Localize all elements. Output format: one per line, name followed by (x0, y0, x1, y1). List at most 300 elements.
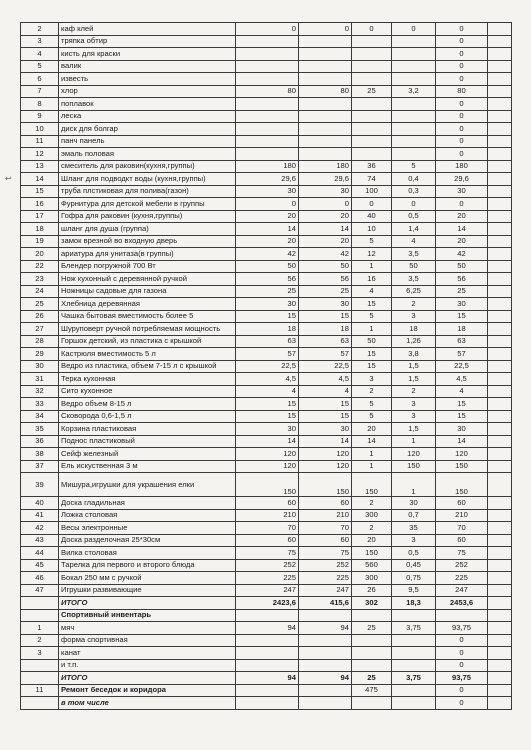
value-b: 57 (299, 348, 352, 361)
table-row (21, 298, 512, 311)
item-name: шланг для душа (группа) (59, 223, 236, 236)
value-b (299, 60, 352, 73)
total: 150 (436, 473, 488, 497)
row-number: 3 (21, 35, 59, 48)
value-a (236, 110, 299, 123)
quantity: 2 (352, 497, 392, 510)
total: 0 (436, 148, 488, 161)
total: 57 (436, 348, 488, 361)
total: 20 (436, 235, 488, 248)
row-number (21, 659, 59, 672)
quantity: 300 (352, 509, 392, 522)
table-row (21, 609, 512, 622)
table-row (21, 584, 512, 597)
quantity: 36 (352, 160, 392, 173)
table-row (21, 260, 512, 273)
item-name: валик (59, 60, 236, 73)
extra-cell (488, 160, 512, 173)
value-a: 2423,6 (236, 597, 299, 610)
row-number: 27 (21, 323, 59, 336)
extra-cell (488, 173, 512, 186)
extra-cell (488, 298, 512, 311)
value-a (236, 98, 299, 111)
value-a: 57 (236, 348, 299, 361)
value-a: 15 (236, 310, 299, 323)
table-row (21, 547, 512, 560)
item-name: труба плстиковая для полива(газон) (59, 185, 236, 198)
extra-cell (488, 248, 512, 261)
value-a: 60 (236, 534, 299, 547)
value-a (236, 634, 299, 647)
quantity: 3 (352, 373, 392, 386)
table-row (21, 410, 512, 423)
value-b (299, 110, 352, 123)
table-row (21, 460, 512, 473)
value-b: 70 (299, 522, 352, 535)
quantity (352, 148, 392, 161)
unit-price (392, 98, 436, 111)
extra-cell (488, 609, 512, 622)
row-number: 23 (21, 273, 59, 286)
row-number (21, 597, 59, 610)
table-row (21, 435, 512, 448)
row-number: 35 (21, 423, 59, 436)
value-b: 25 (299, 285, 352, 298)
item-name: Кастрюля вместимость 5 л (59, 348, 236, 361)
row-number: 39 (21, 473, 59, 497)
table-row (21, 48, 512, 61)
total: 150 (436, 460, 488, 473)
extra-cell (488, 198, 512, 211)
extra-cell (488, 310, 512, 323)
extra-cell (488, 348, 512, 361)
item-name: Сито кухонное (59, 385, 236, 398)
item-name: Сковорода 0,6-1,5 л (59, 410, 236, 423)
unit-price: 9,5 (392, 584, 436, 597)
value-a: 25 (236, 285, 299, 298)
extra-cell (488, 410, 512, 423)
unit-price: 2 (392, 298, 436, 311)
row-number: 37 (21, 460, 59, 473)
item-name: Терка кухонная (59, 373, 236, 386)
extra-cell (488, 522, 512, 535)
unit-price: 18,3 (392, 597, 436, 610)
total: 15 (436, 410, 488, 423)
row-number: 14 (21, 173, 59, 186)
quantity: 5 (352, 410, 392, 423)
table-row (21, 98, 512, 111)
value-a: 4,5 (236, 373, 299, 386)
quantity (352, 659, 392, 672)
total: 0 (436, 198, 488, 211)
value-b (299, 73, 352, 86)
quantity: 300 (352, 572, 392, 585)
value-b: 63 (299, 335, 352, 348)
value-a: 94 (236, 672, 299, 685)
table-row (21, 373, 512, 386)
value-a: 0 (236, 23, 299, 36)
value-b: 75 (299, 547, 352, 560)
extra-cell (488, 534, 512, 547)
total: 120 (436, 448, 488, 461)
total: 0 (436, 634, 488, 647)
row-number: 41 (21, 509, 59, 522)
item-name: Ведро объем 8-15 л (59, 398, 236, 411)
table-row (21, 273, 512, 286)
item-name: Ель искуственная 3 м (59, 460, 236, 473)
extra-cell (488, 73, 512, 86)
extra-cell (488, 48, 512, 61)
value-b: 20 (299, 210, 352, 223)
value-b: 4 (299, 385, 352, 398)
quantity: 5 (352, 398, 392, 411)
unit-price (392, 35, 436, 48)
item-name: ИТОГО (59, 672, 236, 685)
quantity: 20 (352, 423, 392, 436)
value-b: 4,5 (299, 373, 352, 386)
table-row (21, 497, 512, 510)
item-name: каф клей (59, 23, 236, 36)
unit-price: 1,5 (392, 373, 436, 386)
value-a: 80 (236, 85, 299, 98)
extra-cell (488, 335, 512, 348)
unit-price: 3 (392, 410, 436, 423)
total: 15 (436, 310, 488, 323)
table-row (21, 385, 512, 398)
value-a: 18 (236, 323, 299, 336)
row-number: 3 (21, 647, 59, 660)
unit-price: 1,5 (392, 360, 436, 373)
value-b (299, 697, 352, 710)
row-number (21, 672, 59, 685)
row-number: 25 (21, 298, 59, 311)
total: 0 (436, 110, 488, 123)
table-row (21, 647, 512, 660)
item-name: Корзина пластиковая (59, 423, 236, 436)
table-row (21, 423, 512, 436)
row-number: 43 (21, 534, 59, 547)
value-b (299, 647, 352, 660)
quantity: 15 (352, 360, 392, 373)
item-name: тряпка обтир (59, 35, 236, 48)
value-b (299, 35, 352, 48)
value-b: 94 (299, 672, 352, 685)
unit-price: 3 (392, 534, 436, 547)
unit-price (392, 135, 436, 148)
item-name: Блендер погружной 700 Вт (59, 260, 236, 273)
value-a: 210 (236, 509, 299, 522)
unit-price: 3 (392, 310, 436, 323)
item-name: леска (59, 110, 236, 123)
row-number: 19 (21, 235, 59, 248)
value-b: 180 (299, 160, 352, 173)
unit-price: 3,75 (392, 622, 436, 635)
value-a (236, 35, 299, 48)
unit-price: 0,4 (392, 173, 436, 186)
value-b: 29,6 (299, 173, 352, 186)
quantity: 302 (352, 597, 392, 610)
item-name: Гофра для раковин (кухня,группы) (59, 210, 236, 223)
value-a: 75 (236, 547, 299, 560)
unit-price: 3,5 (392, 248, 436, 261)
item-name: Игрушки развивающие (59, 584, 236, 597)
value-b: 18 (299, 323, 352, 336)
unit-price: 5 (392, 160, 436, 173)
table-row (21, 634, 512, 647)
unit-price (392, 148, 436, 161)
row-number (21, 609, 59, 622)
total: 20 (436, 210, 488, 223)
row-number: 11 (21, 684, 59, 697)
value-a: 252 (236, 559, 299, 572)
margin-mark: ↩ (5, 174, 12, 183)
total: 252 (436, 559, 488, 572)
row-number: 44 (21, 547, 59, 560)
total: 210 (436, 509, 488, 522)
quantity: 1 (352, 323, 392, 336)
item-name: Бокал 250 мм с ручкой (59, 572, 236, 585)
extra-cell (488, 360, 512, 373)
item-name: Поднос пластиковый (59, 435, 236, 448)
item-name: кисть для краски (59, 48, 236, 61)
row-number: 6 (21, 73, 59, 86)
table-row (21, 697, 512, 710)
quantity: 1 (352, 460, 392, 473)
value-a (236, 647, 299, 660)
total: 0 (436, 73, 488, 86)
row-number: 5 (21, 60, 59, 73)
unit-price: 30 (392, 497, 436, 510)
extra-cell (488, 697, 512, 710)
value-a: 50 (236, 260, 299, 273)
table-row (21, 597, 512, 610)
unit-price (392, 647, 436, 660)
quantity (352, 35, 392, 48)
total: 0 (436, 135, 488, 148)
item-name: Доска разделочная 25*30см (59, 534, 236, 547)
row-number: 24 (21, 285, 59, 298)
quantity: 74 (352, 173, 392, 186)
total: 60 (436, 534, 488, 547)
total: 22,5 (436, 360, 488, 373)
total: 225 (436, 572, 488, 585)
item-name: Спортивный инвентарь (59, 609, 236, 622)
quantity (352, 110, 392, 123)
value-a (236, 609, 299, 622)
row-number: 42 (21, 522, 59, 535)
unit-price: 0 (392, 198, 436, 211)
value-b: 14 (299, 223, 352, 236)
value-a: 20 (236, 210, 299, 223)
total: 42 (436, 248, 488, 261)
row-number: 47 (21, 584, 59, 597)
quantity: 2 (352, 385, 392, 398)
total: 247 (436, 584, 488, 597)
table-row (21, 148, 512, 161)
row-number: 29 (21, 348, 59, 361)
unit-price (392, 684, 436, 697)
value-b: 252 (299, 559, 352, 572)
extra-cell (488, 323, 512, 336)
quantity: 150 (352, 547, 392, 560)
extra-cell (488, 435, 512, 448)
item-name: эмаль половая (59, 148, 236, 161)
total: 14 (436, 435, 488, 448)
unit-price: 0 (392, 23, 436, 36)
total: 30 (436, 298, 488, 311)
value-a (236, 135, 299, 148)
item-name: хлор (59, 85, 236, 98)
row-number: 34 (21, 410, 59, 423)
extra-cell (488, 385, 512, 398)
unit-price: 0,7 (392, 509, 436, 522)
value-b: 15 (299, 410, 352, 423)
table-row (21, 534, 512, 547)
unit-price: 3 (392, 398, 436, 411)
unit-price (392, 48, 436, 61)
table-row (21, 210, 512, 223)
total: 4 (436, 385, 488, 398)
total: 180 (436, 160, 488, 173)
total: 4,5 (436, 373, 488, 386)
value-b (299, 135, 352, 148)
item-name: Шланг для подводкт воды (кухня,группы) (59, 173, 236, 186)
quantity: 475 (352, 684, 392, 697)
value-b (299, 98, 352, 111)
extra-cell (488, 273, 512, 286)
item-name: известь (59, 73, 236, 86)
unit-price (392, 60, 436, 73)
extra-cell (488, 110, 512, 123)
table-row (21, 235, 512, 248)
unit-price: 0,5 (392, 547, 436, 560)
table-row (21, 473, 512, 497)
row-number: 1 (21, 622, 59, 635)
item-name: диск для болгар (59, 123, 236, 136)
value-b: 210 (299, 509, 352, 522)
quantity: 25 (352, 672, 392, 685)
total: 18 (436, 323, 488, 336)
unit-price: 4 (392, 235, 436, 248)
table-row (21, 60, 512, 73)
extra-cell (488, 60, 512, 73)
table-row (21, 223, 512, 236)
value-b: 0 (299, 23, 352, 36)
quantity (352, 634, 392, 647)
row-number: 10 (21, 123, 59, 136)
value-a (236, 148, 299, 161)
unit-price (392, 697, 436, 710)
table-row (21, 659, 512, 672)
extra-cell (488, 35, 512, 48)
value-a: 63 (236, 335, 299, 348)
item-name: мяч (59, 622, 236, 635)
table-row (21, 335, 512, 348)
unit-price: 50 (392, 260, 436, 273)
extra-cell (488, 223, 512, 236)
quantity: 10 (352, 223, 392, 236)
row-number: 38 (21, 448, 59, 461)
value-a: 30 (236, 423, 299, 436)
quantity: 15 (352, 298, 392, 311)
row-number: 2 (21, 23, 59, 36)
row-number: 36 (21, 435, 59, 448)
value-a: 30 (236, 185, 299, 198)
value-a: 180 (236, 160, 299, 173)
quantity (352, 123, 392, 136)
quantity: 2 (352, 522, 392, 535)
extra-cell (488, 572, 512, 585)
quantity: 5 (352, 235, 392, 248)
value-b: 30 (299, 298, 352, 311)
item-name: Чашка бытовая вместимость более 5 (59, 310, 236, 323)
value-a: 120 (236, 460, 299, 473)
total: 0 (436, 48, 488, 61)
quantity: 15 (352, 348, 392, 361)
item-name: Ремонт беседок и коридора (59, 684, 236, 697)
value-b (299, 634, 352, 647)
unit-price (392, 123, 436, 136)
value-b: 30 (299, 185, 352, 198)
item-name: Шуруповерт ручной потребляемая мощность (59, 323, 236, 336)
value-b: 120 (299, 448, 352, 461)
unit-price: 3,8 (392, 348, 436, 361)
item-name: Хлебница деревянная (59, 298, 236, 311)
unit-price: 0,75 (392, 572, 436, 585)
extra-cell (488, 647, 512, 660)
unit-price: 150 (392, 460, 436, 473)
quantity (352, 697, 392, 710)
table-row (21, 622, 512, 635)
row-number: 8 (21, 98, 59, 111)
extra-cell (488, 185, 512, 198)
total: 80 (436, 85, 488, 98)
item-name: Ведро из пластика, объем 7-15 л с крышкой (59, 360, 236, 373)
quantity (352, 73, 392, 86)
total: 2453,6 (436, 597, 488, 610)
total: 0 (436, 684, 488, 697)
value-a: 4 (236, 385, 299, 398)
unit-price: 1,26 (392, 335, 436, 348)
extra-cell (488, 622, 512, 635)
quantity: 26 (352, 584, 392, 597)
table-row (21, 672, 512, 685)
extra-cell (488, 659, 512, 672)
quantity: 1 (352, 448, 392, 461)
extra-cell (488, 473, 512, 497)
value-b: 20 (299, 235, 352, 248)
total (436, 609, 488, 622)
value-a (236, 123, 299, 136)
extra-cell (488, 398, 512, 411)
item-name: панч панель (59, 135, 236, 148)
value-b: 22,5 (299, 360, 352, 373)
unit-price: 1,4 (392, 223, 436, 236)
item-name: канат (59, 647, 236, 660)
extra-cell (488, 210, 512, 223)
total: 0 (436, 98, 488, 111)
value-b: 120 (299, 460, 352, 473)
table-row (21, 323, 512, 336)
value-b: 50 (299, 260, 352, 273)
table-row (21, 310, 512, 323)
quantity (352, 609, 392, 622)
extra-cell (488, 497, 512, 510)
table-row (21, 23, 512, 36)
value-b: 60 (299, 534, 352, 547)
row-number: 31 (21, 373, 59, 386)
total: 15 (436, 398, 488, 411)
